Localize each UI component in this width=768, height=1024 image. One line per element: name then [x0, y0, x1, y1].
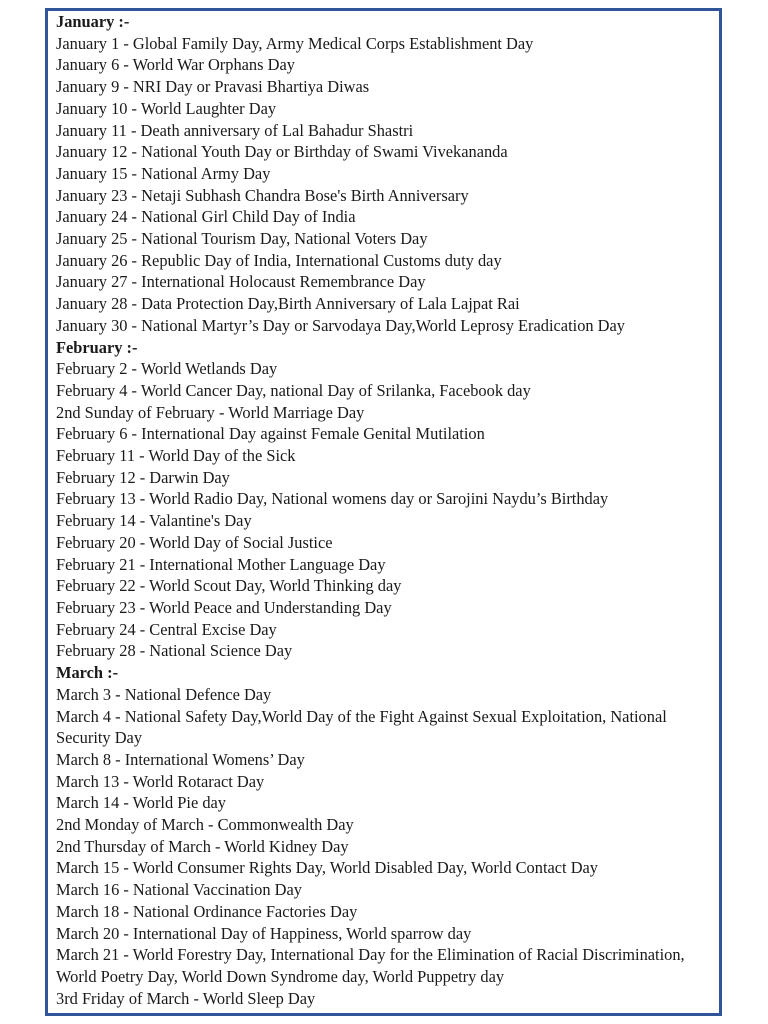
list-item: March 3 - National Defence Day — [56, 684, 272, 704]
list-item: January 12 - National Youth Day or Birthday of Swami Vivekananda — [56, 142, 508, 162]
list-item: March 18 - National Ordinance Factories Day — [56, 901, 358, 921]
section-heading-january: January :- — [56, 12, 130, 31]
section-heading-february: February :- — [56, 337, 138, 357]
list-item: January 26 - Republic Day of India, International Customs duty day — [56, 250, 502, 270]
list-item: February 23 - World Peace and Understanding Day — [56, 597, 392, 617]
list-item: January 30 - National Martyr’s Day or Sarvodaya Day,World Leprosy Eradication Day — [56, 315, 625, 335]
list-item: January 15 - National Army Day — [56, 163, 271, 183]
list-item: March 15 - World Consumer Rights Day, World Disabled Day, World Contact Day — [56, 858, 599, 878]
list-item: February 14 - Valantine's Day — [56, 511, 252, 531]
section-heading-march: March :- — [56, 663, 119, 683]
list-item: February 13 - World Radio Day, National womens day or Sarojini Naydu’s Birthday — [56, 489, 609, 509]
list-item: February 24 - Central Excise Day — [56, 619, 277, 639]
days-list — [56, 11, 715, 1009]
list-item: 2nd Monday of March - Commonwealth Day — [56, 815, 354, 835]
list-item: January 23 - Netaji Subhash Chandra Bose's Birth Anniversary — [56, 185, 469, 205]
list-item: February 28 - National Science Day — [56, 641, 293, 661]
document-frame — [45, 8, 722, 1016]
list-item: January 28 - Data Protection Day,Birth Anniversary of Lala Lajpat Rai — [56, 294, 520, 314]
list-item: January 10 - World Laughter Day — [56, 98, 277, 118]
list-item: February 22 - World Scout Day, World Thinking day — [56, 576, 402, 596]
list-item: February 21 - International Mother Language Day — [56, 554, 386, 574]
list-item: March 16 - National Vaccination Day — [56, 880, 302, 900]
list-item: February 2 - World Wetlands Day — [56, 359, 278, 379]
list-item: January 24 - National Girl Child Day of India — [56, 207, 356, 227]
list-item: March 21 - World Forestry Day, International Day for the Elimination of Racial Discrimination, World Poetry Day, World Down Syndrome day, World Puppetry day — [56, 945, 685, 986]
list-item: January 25 - National Tourism Day, National Voters Day — [56, 229, 428, 249]
list-item: March 13 - World Rotaract Day — [56, 771, 265, 791]
list-item: January 9 - NRI Day or Pravasi Bhartiya Diwas — [56, 77, 370, 97]
list-item: January 6 - World War Orphans Day — [56, 55, 295, 75]
list-item: 2nd Sunday of February - World Marriage Day — [56, 402, 365, 422]
list-item: January 11 - Death anniversary of Lal Bahadur Shastri — [56, 120, 414, 140]
list-item: February 4 - World Cancer Day, national Day of Srilanka, Facebook day — [56, 380, 531, 400]
list-item: March 4 - National Safety Day,World Day of the Fight Against Sexual Exploitation, National Security Day — [56, 706, 667, 748]
list-item: January 1 - Global Family Day, Army Medical Corps Establishment Day — [56, 33, 534, 53]
list-item: February 20 - World Day of Social Justice — [56, 532, 333, 552]
list-item: February 6 - International Day against Female Genital Mutilation — [56, 424, 485, 444]
list-item: March 8 - International Womens’ Day — [56, 749, 305, 769]
list-item: March 14 - World Pie day — [56, 793, 226, 813]
list-item: January 27 - International Holocaust Remembrance Day — [56, 272, 426, 292]
list-item: February 12 - Darwin Day — [56, 467, 230, 487]
list-item: 2nd Thursday of March - World Kidney Day — [56, 836, 349, 856]
list-item: March 20 - International Day of Happiness, World sparrow day — [56, 923, 472, 943]
list-item: February 11 - World Day of the Sick — [56, 446, 296, 466]
list-item: 3rd Friday of March - World Sleep Day — [56, 988, 316, 1008]
